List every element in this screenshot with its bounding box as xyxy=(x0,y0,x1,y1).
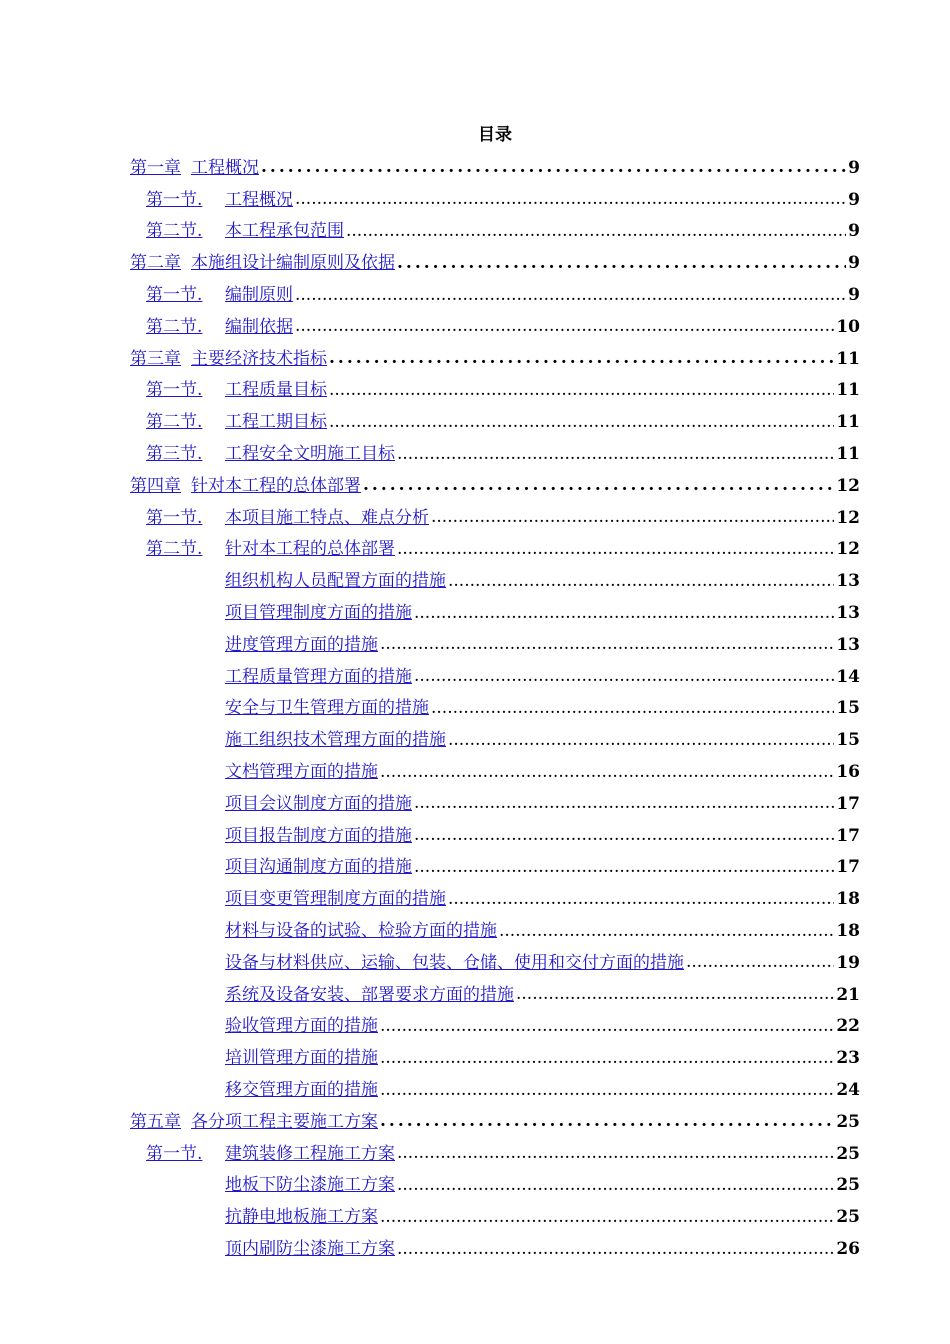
toc-row-section xyxy=(130,210,860,242)
page-number: 24 xyxy=(836,1079,860,1100)
toc-link[interactable]: 材料与设备的试验、检验方面的措施 xyxy=(225,920,497,941)
toc-row-section xyxy=(130,432,860,464)
page-number: 14 xyxy=(836,666,860,687)
page-number: 15 xyxy=(836,730,860,751)
toc-row-chapter xyxy=(130,337,860,369)
table-of-contents xyxy=(130,146,860,1259)
toc-row-item xyxy=(130,1068,860,1100)
page-number: 13 xyxy=(836,634,860,655)
toc-row-item xyxy=(130,846,860,878)
toc-link[interactable]: 项目沟通制度方面的措施 xyxy=(225,857,412,878)
toc-row-chapter xyxy=(130,1100,860,1132)
page-number: 11 xyxy=(836,380,860,401)
page-number: 10 xyxy=(836,316,860,337)
toc-link[interactable]: 第一章 工程概况 xyxy=(130,157,259,178)
page-number: 18 xyxy=(836,889,860,910)
toc-link[interactable]: 第三节. 工程安全文明施工目标 xyxy=(146,443,395,464)
toc-row-section xyxy=(130,273,860,305)
toc-row-item xyxy=(130,814,860,846)
toc-link[interactable]: 第五章 各分项工程主要施工方案 xyxy=(130,1111,378,1132)
toc-link[interactable]: 第一节. 工程质量目标 xyxy=(146,380,327,401)
toc-row-item xyxy=(130,877,860,909)
toc-row-chapter xyxy=(130,241,860,273)
page-number: 9 xyxy=(848,221,860,242)
toc-row-section xyxy=(130,369,860,401)
page-number: 25 xyxy=(836,1111,860,1132)
toc-row-item xyxy=(130,1164,860,1196)
toc-link[interactable]: 第二节. 工程工期目标 xyxy=(146,412,327,433)
toc-link[interactable]: 第二章 本施组设计编制原则及依据 xyxy=(130,253,395,274)
toc-row-chapter xyxy=(130,146,860,178)
toc-link[interactable]: 第三章 主要经济技术指标 xyxy=(130,348,327,369)
toc-link[interactable]: 第一节. 编制原则 xyxy=(146,284,293,305)
page-number: 15 xyxy=(836,698,860,719)
toc-row-item xyxy=(130,591,860,623)
toc-row-item xyxy=(130,1195,860,1227)
page-number: 21 xyxy=(836,984,860,1005)
toc-link[interactable]: 施工组织技术管理方面的措施 xyxy=(225,730,446,751)
toc-row-item xyxy=(130,1005,860,1037)
toc-row-item xyxy=(130,1036,860,1068)
page-number: 25 xyxy=(836,1207,860,1228)
page-number: 19 xyxy=(836,952,860,973)
page-number: 17 xyxy=(836,857,860,878)
toc-link[interactable]: 顶内刷防尘漆施工方案 xyxy=(225,1238,395,1259)
page-number: 16 xyxy=(836,761,860,782)
toc-row-item xyxy=(130,1227,860,1259)
toc-link[interactable]: 项目管理制度方面的措施 xyxy=(225,602,412,623)
toc-link[interactable]: 第二节. 编制依据 xyxy=(146,316,293,337)
page-number: 12 xyxy=(836,507,860,528)
toc-link[interactable]: 文档管理方面的措施 xyxy=(225,761,378,782)
page-number: 9 xyxy=(848,253,860,274)
page-number: 17 xyxy=(836,793,860,814)
page-number: 9 xyxy=(848,189,860,210)
toc-row-item xyxy=(130,782,860,814)
toc-link[interactable]: 第一节. 本项目施工特点、难点分析 xyxy=(146,507,429,528)
toc-row-section xyxy=(130,1132,860,1164)
page-number: 11 xyxy=(836,412,860,433)
page-number: 12 xyxy=(836,475,860,496)
toc-row-section xyxy=(130,528,860,560)
toc-link[interactable]: 进度管理方面的措施 xyxy=(225,634,378,655)
toc-link[interactable]: 项目会议制度方面的措施 xyxy=(225,793,412,814)
toc-link[interactable]: 系统及设备安装、部署要求方面的措施 xyxy=(225,984,514,1005)
toc-row-item xyxy=(130,687,860,719)
toc-row-section xyxy=(130,305,860,337)
toc-row-item xyxy=(130,655,860,687)
page-number: 13 xyxy=(836,602,860,623)
toc-row-item xyxy=(130,909,860,941)
toc-link[interactable]: 抗静电地板施工方案 xyxy=(225,1207,378,1228)
toc-row-chapter xyxy=(130,464,860,496)
page-number: 11 xyxy=(836,348,860,369)
page-number: 12 xyxy=(836,539,860,560)
toc-link[interactable]: 地板下防尘漆施工方案 xyxy=(225,1175,395,1196)
toc-link[interactable]: 第四章 针对本工程的总体部署 xyxy=(130,475,361,496)
toc-link[interactable]: 设备与材料供应、运输、包装、仓储、使用和交付方面的措施 xyxy=(225,952,684,973)
toc-row-section xyxy=(130,496,860,528)
toc-link[interactable]: 培训管理方面的措施 xyxy=(225,1048,378,1069)
toc-link[interactable]: 第一节. 建筑装修工程施工方案 xyxy=(146,1143,395,1164)
page-number: 25 xyxy=(836,1143,860,1164)
page-number: 9 xyxy=(848,284,860,305)
toc-row-item xyxy=(130,623,860,655)
toc-link[interactable]: 移交管理方面的措施 xyxy=(225,1079,378,1100)
toc-link[interactable]: 组织机构人员配置方面的措施 xyxy=(225,571,446,592)
toc-link[interactable]: 项目变更管理制度方面的措施 xyxy=(225,889,446,910)
page-number: 25 xyxy=(836,1175,860,1196)
page-number: 9 xyxy=(848,157,860,178)
toc-link[interactable]: 安全与卫生管理方面的措施 xyxy=(225,698,429,719)
toc-link[interactable]: 第一节. 工程概况 xyxy=(146,189,293,210)
toc-link[interactable]: 第二节. 本工程承包范围 xyxy=(146,221,344,242)
toc-row-section xyxy=(130,400,860,432)
toc-row-item xyxy=(130,941,860,973)
toc-row-item xyxy=(130,559,860,591)
toc-title: 目录 xyxy=(478,125,512,145)
toc-link[interactable]: 工程质量管理方面的措施 xyxy=(225,666,412,687)
toc-row-item xyxy=(130,750,860,782)
page-number: 22 xyxy=(836,1016,860,1037)
toc-link[interactable]: 第二节. 针对本工程的总体部署 xyxy=(146,539,395,560)
page-number: 26 xyxy=(836,1238,860,1259)
page-number: 18 xyxy=(836,920,860,941)
toc-row-item xyxy=(130,718,860,750)
toc-link[interactable]: 验收管理方面的措施 xyxy=(225,1016,378,1037)
toc-link[interactable]: 项目报告制度方面的措施 xyxy=(225,825,412,846)
page-number: 11 xyxy=(836,443,860,464)
toc-row-item xyxy=(130,973,860,1005)
page-number: 17 xyxy=(836,825,860,846)
toc-row-section xyxy=(130,178,860,210)
page-number: 23 xyxy=(836,1048,860,1069)
page-number: 13 xyxy=(836,571,860,592)
